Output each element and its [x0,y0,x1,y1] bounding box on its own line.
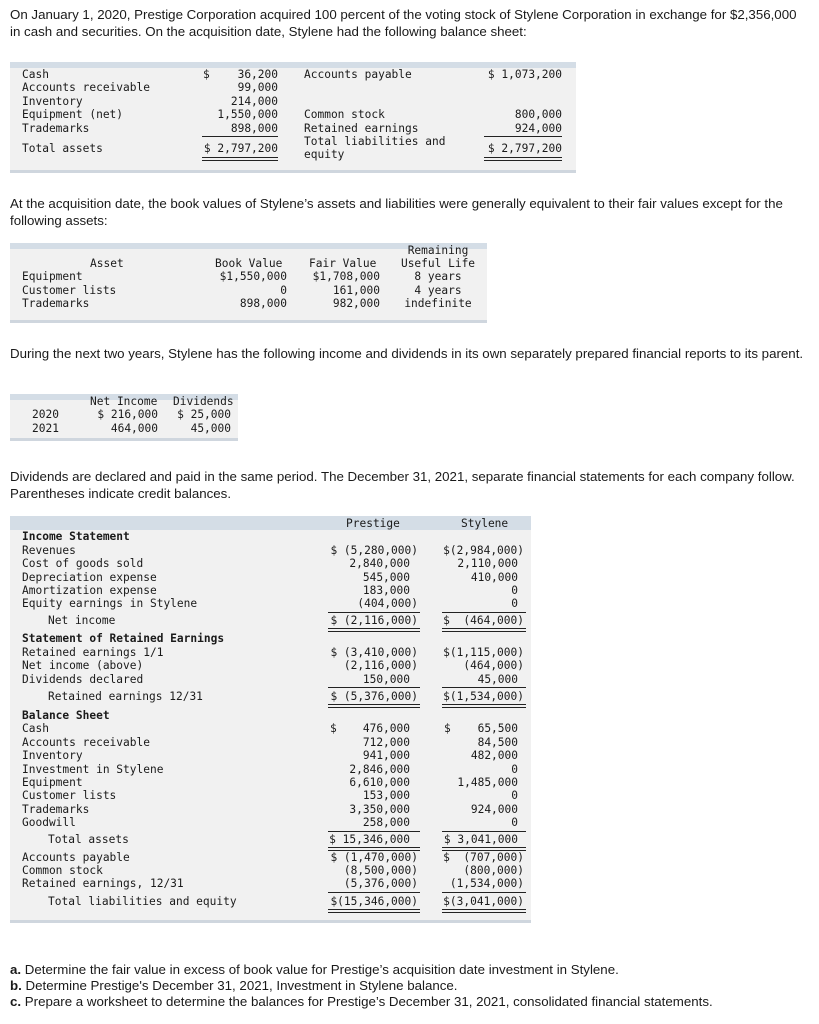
liab-stylene: $ (707,000) [443,850,524,864]
re-prestige: (2,116,000) [343,659,418,673]
fv-fair: 982,000 [332,297,380,311]
tle-stylene: $(3,041,000) [443,895,524,908]
re-prestige: $ (3,410,000) [330,646,418,659]
bs-label: Cash [22,722,49,736]
is-label: Amortization expense [22,584,157,597]
question-b [10,978,457,994]
fv-life: 4 years [414,283,462,297]
bs-prestige: 258,000 [362,816,410,830]
income-paragraph: During the next two years, Stylene has the following income and dividends in its own separately prepared financial reports to its parent. [10,346,804,361]
fv-book: $1,550,000 [219,270,287,284]
bs-prestige: 712,000 [362,735,410,749]
bs-stylene: 65,500 [477,722,518,736]
is-prestige: $ (5,280,000) [330,543,418,557]
re-stylene: $(1,115,000) [443,646,524,659]
bs-label: Inventory [22,749,83,763]
is-label: Revenues [22,543,76,557]
fair-value-table [10,243,487,323]
question-text: Determine Prestige's December 31, 2021, Investment in Stylene balance. [21,978,458,993]
bs1-cs-value: 800,000 [514,108,562,122]
fv-header-book: Book Value [215,257,283,270]
inc-net-income: 464,000 [110,421,158,435]
bs-prestige: 3,350,000 [349,802,410,816]
tle-label: Total liabilities and equity [48,895,237,908]
bs1-total-assets-label: Total assets [22,142,103,155]
bs-prestige: 476,000 [362,722,410,736]
liab-stylene: (800,000) [463,863,524,877]
is-prestige: 183,000 [362,584,410,597]
question-letter: a. [10,962,22,977]
is-stylene: 410,000 [470,570,518,584]
bs-stylene-dollar: $ [444,722,451,736]
net-income-prestige: $ (2,116,000) [330,614,418,627]
liab-label: Retained earnings, 12/31 [22,877,184,891]
bs-stylene: 0 [511,789,518,803]
fv-header-remaining: Remaining [407,244,469,257]
bs-label: Accounts receivable [22,735,150,749]
bs-stylene: 924,000 [470,802,518,816]
bs-label: Goodwill [22,816,76,830]
re-end-stylene: $(1,534,000) [443,690,524,703]
bs1-cs-label: Common stock [304,108,385,122]
bs-prestige: 941,000 [362,749,410,763]
bs-prestige: 6,610,000 [349,776,410,789]
bs1-value: 36,200 [237,68,278,81]
fair-value-paragraph: At the acquisition date, the book values of Stylene’s assets and liabilities were generally equivalent to their fair values except for the following assets: [10,196,783,228]
is-prestige: 2,840,000 [349,557,410,571]
financial-statements-table [10,516,531,923]
bs-stylene: 0 [511,816,518,830]
bs-heading: Balance Sheet [22,709,110,722]
liab-label: Common stock [22,863,103,877]
liab-prestige: (5,376,000) [343,877,418,891]
bs1-tle-label: equity [304,148,345,162]
liab-stylene: (1,534,000) [449,877,524,891]
re-label: Retained earnings 1/1 [22,646,164,659]
is-stylene: 0 [511,584,518,597]
re-stylene: (464,000) [463,659,524,673]
bs1-value: 898,000 [230,121,278,135]
bs1-re-label: Retained earnings [304,121,419,135]
total-assets-label: Total assets [48,833,129,846]
acquisition-balance-sheet [10,62,576,173]
is-label: Equity earnings in Stylene [22,597,198,611]
fs-header-prestige: Prestige [346,517,400,530]
question-text: Prepare a worksheet to determine the balances for Prestige’s December 31, 2021, consolidated financial statements. [21,994,713,1009]
liab-label: Accounts payable [22,850,130,864]
is-prestige: 545,000 [362,570,410,584]
re-end-label: Retained earnings 12/31 [48,690,203,703]
bs1-label: Cash [22,68,49,81]
question-letter: c. [10,994,22,1009]
bs1-value: 1,550,000 [217,108,278,122]
bs-prestige: 153,000 [362,789,410,803]
is-label: Depreciation expense [22,570,157,584]
bs1-value: 99,000 [237,81,278,95]
bs-label: Trademarks [22,802,90,816]
bs1-label: Accounts receivable [22,81,150,95]
re-stylene: 45,000 [477,672,518,686]
is-heading: Income Statement [22,530,130,544]
bs-label: Customer lists [22,789,117,803]
inc-year: 2020 [32,408,59,422]
bs-stylene: 1,485,000 [457,776,518,789]
bs1-ap-label: Accounts payable [304,68,412,81]
re-label: Net income (above) [22,659,144,673]
liab-prestige: (8,500,000) [343,863,418,877]
fv-life: 8 years [414,270,462,284]
bs1-label: Equipment (net) [22,108,124,122]
net-income-stylene: $ (464,000) [443,614,524,627]
bs-stylene: 84,500 [477,735,518,749]
fv-header-useful-life: Useful Life [400,257,476,270]
fv-asset: Trademarks [22,297,90,311]
fv-header-fair: Fair Value [309,257,377,270]
bs-stylene: 0 [511,762,518,776]
inc-dividends: 45,000 [190,421,231,435]
bs1-value: 214,000 [230,94,278,108]
bs1-label: Trademarks [22,121,90,135]
liab-prestige: $ (1,470,000) [330,850,418,864]
bs1-tle-value: $ 2,797,200 [487,142,562,155]
bs1-ap-value: $ 1,073,200 [487,68,562,81]
fv-header-asset: Asset [90,257,124,270]
inc-year: 2021 [32,421,59,435]
question-c [10,994,713,1010]
question-letter: b. [10,978,22,993]
fv-life: indefinite [404,297,472,311]
total-assets-stylene: $ 3,041,000 [443,833,518,846]
intro-paragraph: On January 1, 2020, Prestige Corporation acquired 100 percent of the voting stock of Stylene Corporation in exchange for $2,356,000 in cash and securities. On the acquisition date, Stylene had the following balance sheet: [10,7,797,39]
inc-header-dividends: Dividends [173,395,234,408]
bs-stylene: 482,000 [470,749,518,763]
bs-label: Investment in Stylene [22,762,164,776]
income-dividends-table [10,394,238,441]
fv-asset: Equipment [22,270,83,284]
fv-book: 898,000 [239,297,287,311]
statements-paragraph: Dividends are declared and paid in the same period. The December 31, 2021, separate financial statements for each company follow. Parentheses indicate credit balances. [10,469,795,501]
inc-net-income: $ 216,000 [97,408,158,422]
re-label: Dividends declared [22,672,144,686]
bs1-total-assets-value: $ 2,797,200 [203,142,278,155]
net-income-label: Net income [48,614,116,627]
re-heading: Statement of Retained Earnings [22,632,225,645]
question-text: Determine the fair value in excess of book value for Prestige’s acquisition date investment in Stylene. [21,962,619,977]
bs-prestige: 2,846,000 [349,762,410,776]
fv-fair: 161,000 [332,283,380,297]
inc-header-net-income: Net Income [90,395,158,408]
is-label: Cost of goods sold [22,557,144,571]
re-end-prestige: $ (5,376,000) [330,690,418,703]
is-prestige: (404,000) [357,597,418,611]
fs-header-stylene: Stylene [461,517,509,530]
bs-prestige-dollar: $ [330,722,337,736]
is-stylene: 0 [511,597,518,611]
bs-label: Equipment [22,776,83,789]
tle-prestige: $(15,346,000) [330,895,418,908]
fv-fair: $1,708,000 [312,270,380,284]
bs1-dollar-sign: $ [203,68,210,81]
inc-dividends: $ 25,000 [177,408,231,422]
is-stylene: $(2,984,000) [443,543,524,557]
question-a [10,962,619,978]
is-stylene: 2,110,000 [457,557,518,571]
bs1-tle-label: Total liabilities and [304,135,446,148]
bs1-re-value: 924,000 [514,121,562,135]
re-prestige: 150,000 [362,672,410,686]
bs1-label: Inventory [22,94,83,108]
fv-book: 0 [280,283,287,297]
fv-asset: Customer lists [22,283,117,297]
total-assets-prestige: $ 15,346,000 [329,833,410,846]
